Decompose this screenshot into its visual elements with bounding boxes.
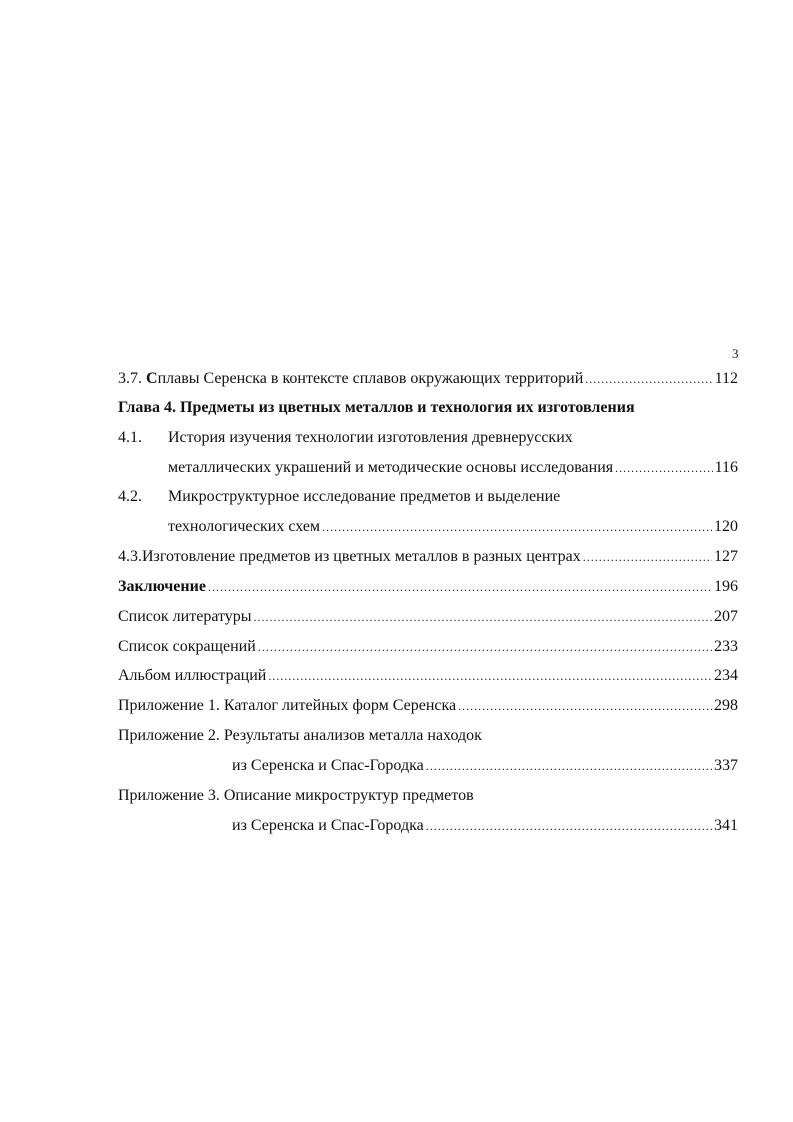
toc-entry-abbreviations[interactable] [118,637,738,657]
toc-entry-title: Список литературы [118,608,252,625]
toc-entry-title: технологических схем [168,518,321,535]
toc-entry-number: 4.1. [118,429,142,446]
toc-entry-page: 341 [714,817,738,834]
toc-entry-title: Список сокращений [118,638,256,655]
toc-entry-title: Приложение 3. Описание микроструктур предметов [118,787,474,804]
toc-entry-page: 127 [714,548,738,565]
dot-leader [322,517,712,537]
dot-leader [426,756,712,776]
dot-leader [583,547,712,567]
dot-leader [258,637,712,657]
toc-entry-conclusion[interactable] [118,577,738,597]
dot-leader [615,458,712,478]
toc-entry-number: 4.2. [118,488,142,505]
toc-entry-title: Приложение 1. Каталог литейных форм Серенска [118,697,457,714]
dot-leader [458,696,712,716]
toc-entry-title: Альбом иллюстраций [118,667,267,684]
toc-entry-page: 116 [714,459,738,476]
toc-entry-page: 120 [714,518,738,535]
dot-leader [268,666,712,686]
toc-entry-prefix: 3.7. [118,370,146,387]
toc-entry-4-3[interactable] [118,547,738,567]
toc-entry-page: 207 [714,608,738,625]
toc-entry-page: 196 [714,578,738,595]
toc-entry-title: из Серенска и Спас-Городка [232,757,424,774]
toc-entry-title: Микроструктурное исследование предметов и выделение [168,488,561,505]
toc-entry-literature[interactable] [118,607,738,627]
toc-chapter-title: Глава 4. Предметы из цветных металлов и технология их изготовления [118,399,635,416]
dot-leader [208,577,712,597]
toc-entry-appendix-1[interactable] [118,696,738,716]
toc-entry-4-2-line1[interactable] [118,487,738,507]
toc-entry-4-2-line2[interactable] [118,517,738,537]
toc-entry-4-1-line1[interactable] [118,428,738,448]
toc-entry-page: 298 [714,697,738,714]
toc-entry-album[interactable] [118,666,738,686]
toc-entry-initial: С [146,370,158,387]
dot-leader [254,607,712,627]
toc-entry-page: 233 [714,638,738,655]
toc-entry-3-7[interactable] [118,369,738,389]
toc-entry-appendix-2-line1[interactable] [118,726,738,746]
toc-entry-number: 4.3. [118,548,142,565]
toc-entry-appendix-3-line1[interactable] [118,786,738,806]
toc-entry-page: 337 [714,757,738,774]
page-number: 3 [732,346,739,361]
toc-chapter-4[interactable] [118,398,738,418]
toc-entry-appendix-2-line2[interactable] [118,756,738,776]
dot-leader [585,369,712,389]
toc-entry-page: 112 [714,370,738,387]
toc-entry-title: плавы Серенска в контексте сплавов окружающих территорий [157,370,584,387]
toc-entry-title: Изготовление предметов из цветных металлов в разных центрах [142,548,581,565]
toc-entry-title: Заключение [118,578,206,595]
toc-entry-title: История изучения технологии изготовления древнерусских [168,429,573,446]
toc-entry-4-1-line2[interactable] [118,458,738,478]
toc-entry-page: 234 [714,667,738,684]
toc-entry-title: Приложение 2. Результаты анализов металла находок [118,727,482,744]
toc-entry-title: из Серенска и Спас-Городка [232,817,424,834]
toc-entry-appendix-3-line2[interactable] [118,816,738,836]
dot-leader [426,816,712,836]
toc-entry-title: металлических украшений и методические основы исследования [168,459,614,476]
